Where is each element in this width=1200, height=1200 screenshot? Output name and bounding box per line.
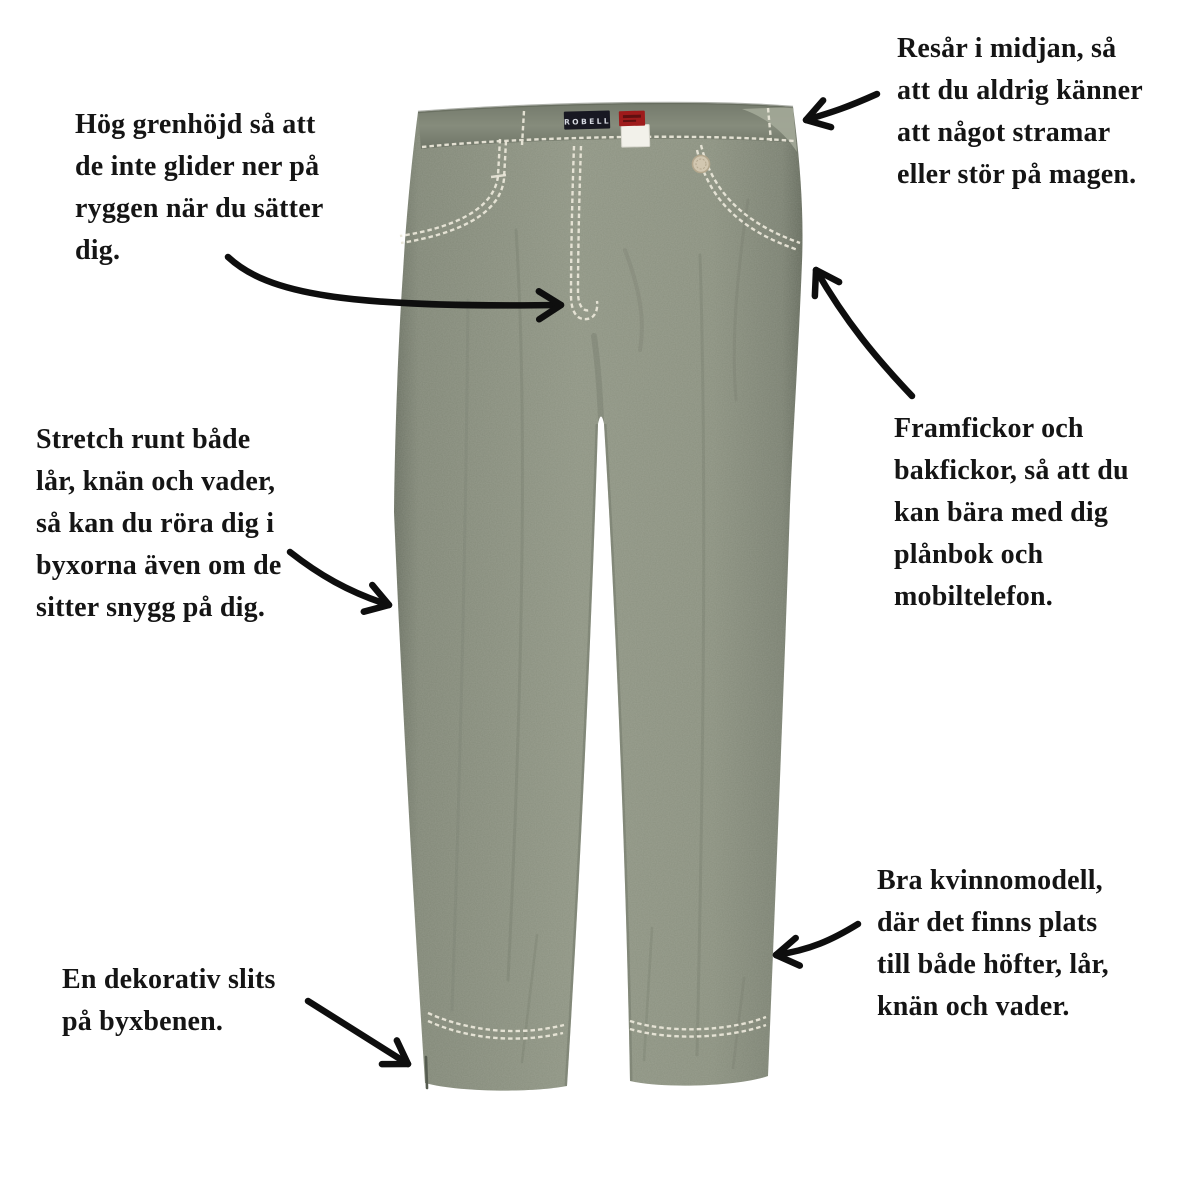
annotation-line: plånbok och bbox=[894, 539, 1044, 570]
annotation-line: så kan du röra dig i bbox=[36, 508, 275, 539]
annotation-waist-elastic bbox=[897, 28, 1143, 196]
annotation-line: Framfickor och bbox=[894, 413, 1084, 444]
annotation-line: där det finns plats bbox=[877, 907, 1098, 938]
annotation-line: till både höfter, lår, bbox=[877, 949, 1109, 980]
annotation-line: ryggen när du sätter bbox=[75, 193, 324, 224]
hem-slit bbox=[426, 1057, 427, 1088]
annotation-fit bbox=[877, 860, 1109, 1028]
annotation-line: sitter snygg på dig. bbox=[36, 592, 266, 623]
annotation-stretch bbox=[36, 419, 282, 629]
arrow-fit bbox=[776, 924, 858, 955]
inner-size-tag bbox=[621, 124, 650, 147]
annotation-line: lår, knän och vader, bbox=[36, 466, 276, 497]
annotation-slit bbox=[62, 959, 276, 1043]
red-label bbox=[619, 111, 645, 127]
annotation-line: att något stramar bbox=[897, 117, 1111, 148]
arrow-stretch bbox=[290, 552, 389, 605]
annotation-line: dig. bbox=[75, 235, 121, 266]
annotation-line: de inte glider ner på bbox=[75, 151, 320, 182]
brand-label-text: ROBELL bbox=[563, 116, 612, 127]
annotation-line: eller stör på magen. bbox=[897, 159, 1137, 190]
annotation-line: mobiltelefon. bbox=[894, 581, 1053, 612]
arrow-pockets bbox=[816, 270, 912, 396]
annotation-line: knän och vader. bbox=[877, 991, 1070, 1022]
annotation-pockets bbox=[894, 408, 1129, 618]
arrow-slit bbox=[308, 1001, 408, 1064]
annotation-line: Stretch runt både bbox=[36, 424, 251, 455]
pants bbox=[380, 80, 820, 1100]
annotation-line: Resår i midjan, så bbox=[897, 33, 1117, 64]
annotation-line: på byxbenen. bbox=[62, 1006, 224, 1037]
arrow-waist-elastic bbox=[806, 94, 877, 120]
annotation-line: En dekorativ slits bbox=[62, 964, 276, 995]
annotation-line: Bra kvinnomodell, bbox=[877, 865, 1103, 896]
annotation-line: byxorna även om de bbox=[36, 550, 282, 581]
annotation-line: kan bära med dig bbox=[894, 497, 1109, 528]
annotation-line: bakfickor, så att du bbox=[894, 455, 1129, 486]
annotation-line: att du aldrig känner bbox=[897, 75, 1143, 106]
annotation-crotch-height bbox=[75, 104, 323, 272]
annotation-line: Hög grenhöjd så att bbox=[75, 109, 316, 140]
decorative-button bbox=[693, 156, 710, 173]
